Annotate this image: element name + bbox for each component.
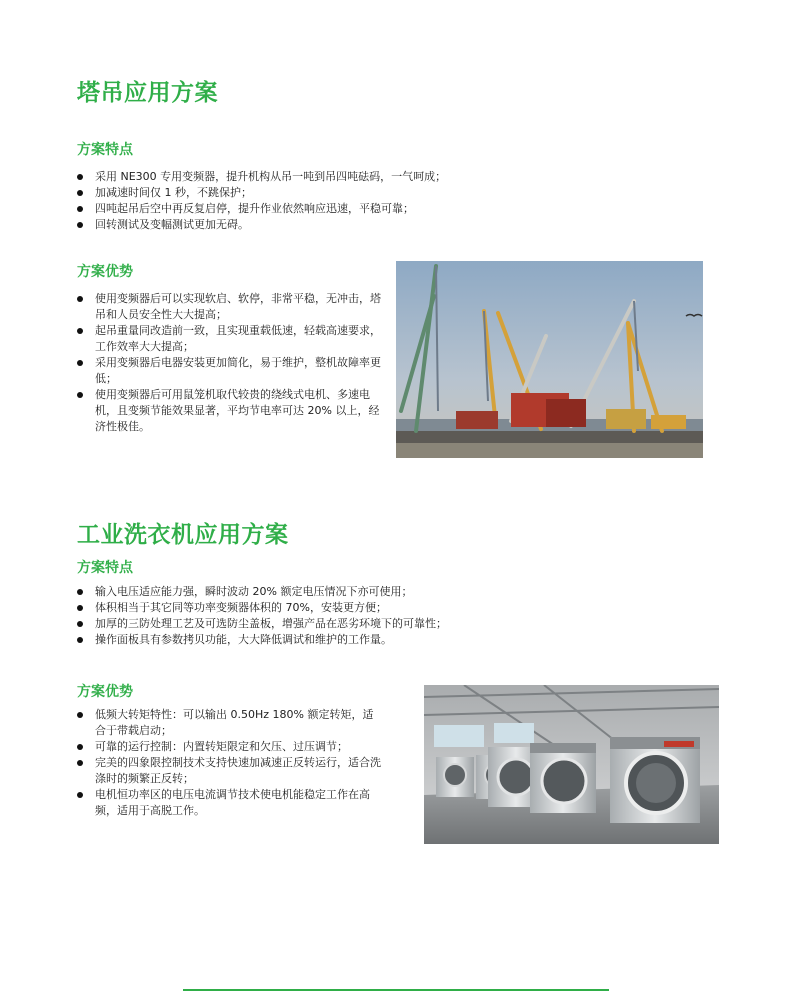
section1-advantages-list [77,291,387,435]
section2-title: 工业洗衣机应用方案 [77,522,289,548]
section2-advantages-list [77,707,382,819]
list-item: 完美的四象限控制技术支持快速加减速正反转运行，适合洗涤时的频繁正反转； [77,755,382,787]
list-item: 操作面板具有参数拷贝功能，大大降低调试和维护的工作量。 [77,632,527,648]
section2-features-heading: 方案特点 [77,560,133,576]
list-item: 输入电压适应能力强，瞬时波动 20% 额定电压情况下亦可使用； [77,584,527,600]
list-item: 体积相当于其它同等功率变频器体积的 70%，安装更方便； [77,600,527,616]
list-item: 使用变频器后可用鼠笼机取代较贵的绕线式电机、多速电机，且变频节能效果显著，平均节电率可达 20% 以上，经济性极佳。 [77,387,387,435]
list-item: 采用 NE300 专用变频器，提升机构从吊一吨到吊四吨砝码，一气呵成； [77,169,497,185]
list-item: 四吨起吊后空中再反复启停，提升作业依然响应迅速，平稳可靠； [77,201,497,217]
footer-divider [183,989,609,991]
washing-machine-photo [424,685,719,844]
list-item: 可靠的运行控制：内置转矩限定和欠压、过压调节； [77,739,382,755]
list-item: 起吊重量同改造前一致，且实现重载低速，轻载高速要求，工作效率大大提高； [77,323,387,355]
list-item: 回转测试及变幅测试更加无碍。 [77,217,497,233]
list-item: 采用变频器后电器安装更加简化，易于维护，整机故障率更低； [77,355,387,387]
list-item: 低频大转矩特性：可以输出 0.50Hz 180% 额定转矩，适合于带载启动； [77,707,382,739]
crane-photo [396,261,703,458]
list-item: 使用变频器后可以实现软启、软停，非常平稳，无冲击，塔吊和人员安全性大大提高； [77,291,387,323]
section1-advantages-heading: 方案优势 [77,264,133,280]
section2-features-list [77,584,527,648]
section1-title: 塔吊应用方案 [77,80,218,106]
section2-advantages-heading: 方案优势 [77,684,133,700]
list-item: 加减速时间仅 1 秒，不跳保护； [77,185,497,201]
list-item: 电机恒功率区的电压电流调节技术使电机能稳定工作在高频，适用于高脱工作。 [77,787,382,819]
section1-features-heading: 方案特点 [77,142,133,158]
list-item: 加厚的三防处理工艺及可选防尘盖板，增强产品在恶劣环境下的可靠性； [77,616,527,632]
section1-features-list [77,169,497,233]
